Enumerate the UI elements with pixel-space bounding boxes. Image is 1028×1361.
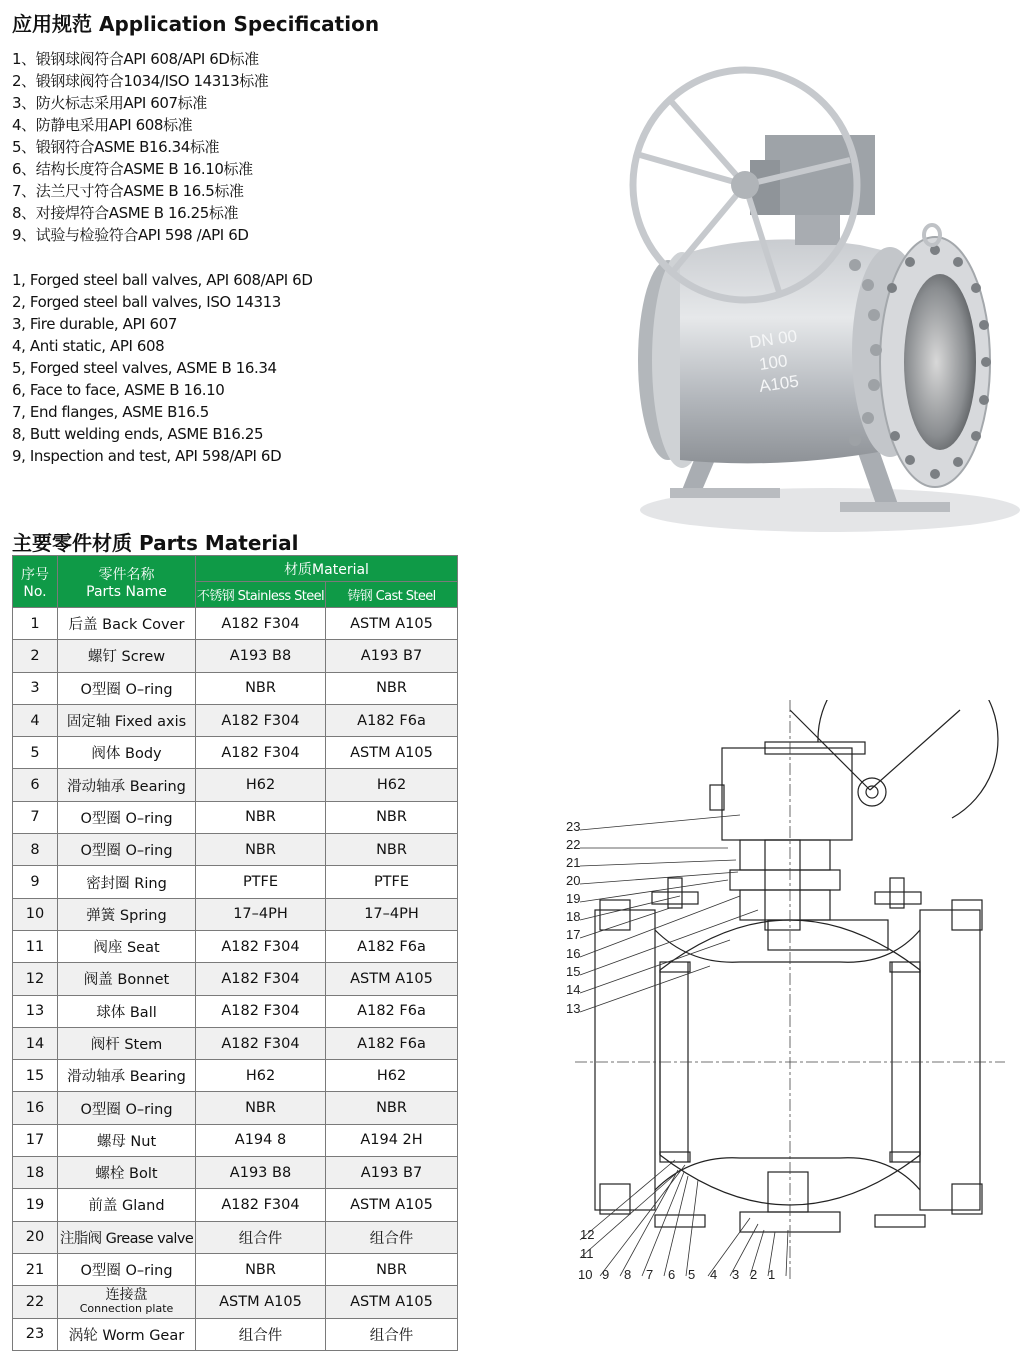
spec-item-en: 8, Butt welding ends, ASME B16.25 bbox=[12, 425, 264, 443]
row-name: O型圈 O–ring bbox=[58, 834, 196, 866]
row-cast: 组合件 bbox=[326, 1221, 458, 1253]
row-no: 10 bbox=[13, 898, 58, 930]
part-callout: 7 bbox=[646, 1267, 654, 1282]
row-name: O型圈 O–ring bbox=[58, 801, 196, 833]
part-callout: 4 bbox=[710, 1267, 718, 1282]
row-no: 20 bbox=[13, 1221, 58, 1253]
row-cast: ASTM A105 bbox=[326, 608, 458, 640]
row-stainless: 组合件 bbox=[196, 1221, 326, 1253]
row-no: 18 bbox=[13, 1157, 58, 1189]
header-name-cn: 零件名称 bbox=[98, 566, 155, 583]
row-cast: NBR bbox=[326, 1092, 458, 1124]
spec-item-en: 7, End flanges, ASME B16.5 bbox=[12, 403, 209, 421]
table-row bbox=[13, 1027, 458, 1059]
part-callout: 10 bbox=[578, 1267, 593, 1282]
table-row bbox=[13, 898, 458, 930]
spec-list-en bbox=[12, 269, 312, 467]
table-row bbox=[13, 930, 458, 962]
row-no: 19 bbox=[13, 1189, 58, 1221]
part-callout: 5 bbox=[688, 1267, 696, 1282]
spec-item-cn: 6、结构长度符合ASME B 16.10标准 bbox=[12, 160, 253, 178]
row-stainless: 组合件 bbox=[196, 1318, 326, 1350]
header-no bbox=[13, 556, 58, 608]
row-name: 螺栓 Bolt bbox=[58, 1157, 196, 1189]
ball-valve-photo bbox=[610, 40, 1020, 540]
row-cast: A194 2H bbox=[326, 1124, 458, 1156]
row-name: 弹簧 Spring bbox=[58, 898, 196, 930]
row-name: 阀杆 Stem bbox=[58, 1027, 196, 1059]
row-stainless: PTFE bbox=[196, 866, 326, 898]
body-marking: A105 bbox=[757, 371, 800, 396]
row-name: 注脂阀 Grease valve bbox=[58, 1221, 196, 1253]
part-callout: 2 bbox=[750, 1267, 758, 1282]
part-callout: 6 bbox=[668, 1267, 676, 1282]
part-callout: 22 bbox=[566, 837, 581, 852]
spec-item-en: 9, Inspection and test, API 598/API 6D bbox=[12, 447, 282, 465]
row-stainless: A182 F304 bbox=[196, 1027, 326, 1059]
row-name bbox=[58, 1286, 196, 1318]
row-no: 22 bbox=[13, 1286, 58, 1318]
row-cast: NBR bbox=[326, 1253, 458, 1285]
row-no: 13 bbox=[13, 995, 58, 1027]
table-row bbox=[13, 1189, 458, 1221]
row-no: 3 bbox=[13, 672, 58, 704]
row-name: 阀座 Seat bbox=[58, 930, 196, 962]
part-callout: 16 bbox=[566, 946, 581, 961]
row-cast: A193 B7 bbox=[326, 640, 458, 672]
spec-item-en: 3, Fire durable, API 607 bbox=[12, 315, 177, 333]
row-stainless: NBR bbox=[196, 801, 326, 833]
spec-item-cn: 5、锻钢符合ASME B16.34标准 bbox=[12, 138, 220, 156]
row-no: 2 bbox=[13, 640, 58, 672]
spec-item-cn: 4、防静电采用API 608标准 bbox=[12, 116, 193, 134]
row-no: 1 bbox=[13, 608, 58, 640]
row-cast: NBR bbox=[326, 801, 458, 833]
table-row bbox=[13, 834, 458, 866]
table-row bbox=[13, 672, 458, 704]
row-no: 8 bbox=[13, 834, 58, 866]
table-row bbox=[13, 704, 458, 736]
header-cast: 铸钢 Cast Steel bbox=[326, 582, 458, 608]
row-no: 23 bbox=[13, 1318, 58, 1350]
row-name: 滑动轴承 Bearing bbox=[58, 769, 196, 801]
row-name: 滑动轴承 Bearing bbox=[58, 1060, 196, 1092]
part-callout: 13 bbox=[566, 1001, 581, 1016]
spec-item-cn: 8、对接焊符合ASME B 16.25标准 bbox=[12, 204, 239, 222]
row-cast: H62 bbox=[326, 1060, 458, 1092]
row-name: 球体 Ball bbox=[58, 995, 196, 1027]
row-cast: NBR bbox=[326, 834, 458, 866]
row-no: 7 bbox=[13, 801, 58, 833]
spec-item-cn: 3、防火标志采用API 607标准 bbox=[12, 94, 207, 112]
part-callout: 3 bbox=[732, 1267, 740, 1282]
table-row bbox=[13, 1286, 458, 1318]
row-stainless: A182 F304 bbox=[196, 963, 326, 995]
table-row bbox=[13, 1060, 458, 1092]
parts-title: 主要零件材质 Parts Material bbox=[12, 531, 299, 555]
row-name: 涡轮 Worm Gear bbox=[58, 1318, 196, 1350]
row-no: 5 bbox=[13, 737, 58, 769]
row-name: 阀体 Body bbox=[58, 737, 196, 769]
row-name: O型圈 O–ring bbox=[58, 1092, 196, 1124]
body-marking: 100 bbox=[757, 351, 789, 374]
row-name: 前盖 Gland bbox=[58, 1189, 196, 1221]
row-cast: 17–4PH bbox=[326, 898, 458, 930]
row-no: 14 bbox=[13, 1027, 58, 1059]
row-stainless: NBR bbox=[196, 1253, 326, 1285]
row-cast: ASTM A105 bbox=[326, 1286, 458, 1318]
row-name-en: Connection plate bbox=[79, 1302, 174, 1316]
header-stainless: 不锈钢 Stainless Steel bbox=[196, 582, 326, 608]
row-no: 11 bbox=[13, 930, 58, 962]
header-no-cn: 序号 bbox=[21, 566, 49, 583]
row-name: O型圈 O–ring bbox=[58, 672, 196, 704]
row-cast: ASTM A105 bbox=[326, 963, 458, 995]
row-cast: A182 F6a bbox=[326, 930, 458, 962]
row-stainless: A193 B8 bbox=[196, 640, 326, 672]
spec-item-en: 4, Anti static, API 608 bbox=[12, 337, 165, 355]
row-stainless: A182 F304 bbox=[196, 737, 326, 769]
header-no-en: No. bbox=[23, 583, 47, 600]
row-cast: ASTM A105 bbox=[326, 737, 458, 769]
part-callout: 19 bbox=[566, 891, 581, 906]
row-stainless: A182 F304 bbox=[196, 608, 326, 640]
part-callout: 1 bbox=[768, 1267, 776, 1282]
table-row bbox=[13, 737, 458, 769]
row-cast: PTFE bbox=[326, 866, 458, 898]
part-callout: 21 bbox=[566, 855, 581, 870]
spec-item-cn: 2、锻钢球阀符合1034/ISO 14313标准 bbox=[12, 72, 269, 90]
row-no: 4 bbox=[13, 704, 58, 736]
part-callout: 11 bbox=[580, 1246, 594, 1261]
row-stainless: A182 F304 bbox=[196, 704, 326, 736]
table-row bbox=[13, 1092, 458, 1124]
table-row bbox=[13, 1157, 458, 1189]
row-name: 密封圈 Ring bbox=[58, 866, 196, 898]
row-name: 固定轴 Fixed axis bbox=[58, 704, 196, 736]
part-callout: 14 bbox=[566, 982, 581, 997]
row-name: 阀盖 Bonnet bbox=[58, 963, 196, 995]
row-stainless: A182 F304 bbox=[196, 930, 326, 962]
header-name-en: Parts Name bbox=[86, 583, 167, 600]
body-marking: DN 00 bbox=[747, 326, 799, 352]
table-row bbox=[13, 1253, 458, 1285]
header-material: 材质Material bbox=[196, 556, 458, 582]
table-row bbox=[13, 769, 458, 801]
spec-item-en: 6, Face to face, ASME B 16.10 bbox=[12, 381, 225, 399]
row-stainless: NBR bbox=[196, 1092, 326, 1124]
row-cast: NBR bbox=[326, 672, 458, 704]
row-no: 9 bbox=[13, 866, 58, 898]
row-name-cn: 连接盘 bbox=[105, 1287, 148, 1304]
table-row bbox=[13, 1221, 458, 1253]
spec-item-en: 2, Forged steel ball valves, ISO 14313 bbox=[12, 293, 281, 311]
row-cast: ASTM A105 bbox=[326, 1189, 458, 1221]
table-row bbox=[13, 801, 458, 833]
table-row bbox=[13, 995, 458, 1027]
header-name bbox=[58, 556, 196, 608]
row-name: 后盖 Back Cover bbox=[58, 608, 196, 640]
row-no: 17 bbox=[13, 1124, 58, 1156]
row-stainless: H62 bbox=[196, 1060, 326, 1092]
row-stainless: H62 bbox=[196, 769, 326, 801]
part-callout: 9 bbox=[602, 1267, 610, 1282]
row-stainless: 17–4PH bbox=[196, 898, 326, 930]
spec-item-cn: 9、试验与检验符合API 598 /API 6D bbox=[12, 226, 249, 244]
spec-item-cn: 1、锻钢球阀符合API 608/API 6D标准 bbox=[12, 50, 259, 68]
row-name: 螺母 Nut bbox=[58, 1124, 196, 1156]
parts-table bbox=[12, 555, 458, 1351]
spec-title: 应用规范 Application Specification bbox=[12, 12, 380, 36]
table-row bbox=[13, 608, 458, 640]
spec-item-cn: 7、法兰尺寸符合ASME B 16.5标准 bbox=[12, 182, 244, 200]
table-row bbox=[13, 1124, 458, 1156]
spec-list-cn bbox=[12, 48, 268, 246]
row-cast: 组合件 bbox=[326, 1318, 458, 1350]
part-callout: 12 bbox=[580, 1227, 595, 1242]
part-callout: 18 bbox=[566, 909, 581, 924]
row-cast: A182 F6a bbox=[326, 704, 458, 736]
row-stainless: NBR bbox=[196, 672, 326, 704]
part-callout: 8 bbox=[624, 1267, 632, 1282]
table-row bbox=[13, 640, 458, 672]
row-no: 15 bbox=[13, 1060, 58, 1092]
row-name: O型圈 O–ring bbox=[58, 1253, 196, 1285]
row-no: 6 bbox=[13, 769, 58, 801]
row-cast: A193 B7 bbox=[326, 1157, 458, 1189]
valve-section-drawing bbox=[560, 700, 1020, 1290]
row-no: 16 bbox=[13, 1092, 58, 1124]
row-name: 螺钉 Screw bbox=[58, 640, 196, 672]
row-cast: H62 bbox=[326, 769, 458, 801]
table-row bbox=[13, 963, 458, 995]
row-stainless: ASTM A105 bbox=[196, 1286, 326, 1318]
row-stainless: A193 B8 bbox=[196, 1157, 326, 1189]
spec-item-en: 5, Forged steel valves, ASME B 16.34 bbox=[12, 359, 277, 377]
row-no: 21 bbox=[13, 1253, 58, 1285]
row-cast: A182 F6a bbox=[326, 1027, 458, 1059]
row-stainless: NBR bbox=[196, 834, 326, 866]
table-row bbox=[13, 866, 458, 898]
row-stainless: A182 F304 bbox=[196, 1189, 326, 1221]
row-stainless: A182 F304 bbox=[196, 995, 326, 1027]
row-stainless: A194 8 bbox=[196, 1124, 326, 1156]
table-row bbox=[13, 1318, 458, 1350]
row-cast: A182 F6a bbox=[326, 995, 458, 1027]
row-no: 12 bbox=[13, 963, 58, 995]
part-callout: 17 bbox=[566, 927, 581, 942]
part-callout: 23 bbox=[566, 819, 581, 834]
part-callout: 20 bbox=[566, 873, 581, 888]
part-callout: 15 bbox=[566, 964, 581, 979]
spec-item-en: 1, Forged steel ball valves, API 608/API 6D bbox=[12, 271, 313, 289]
